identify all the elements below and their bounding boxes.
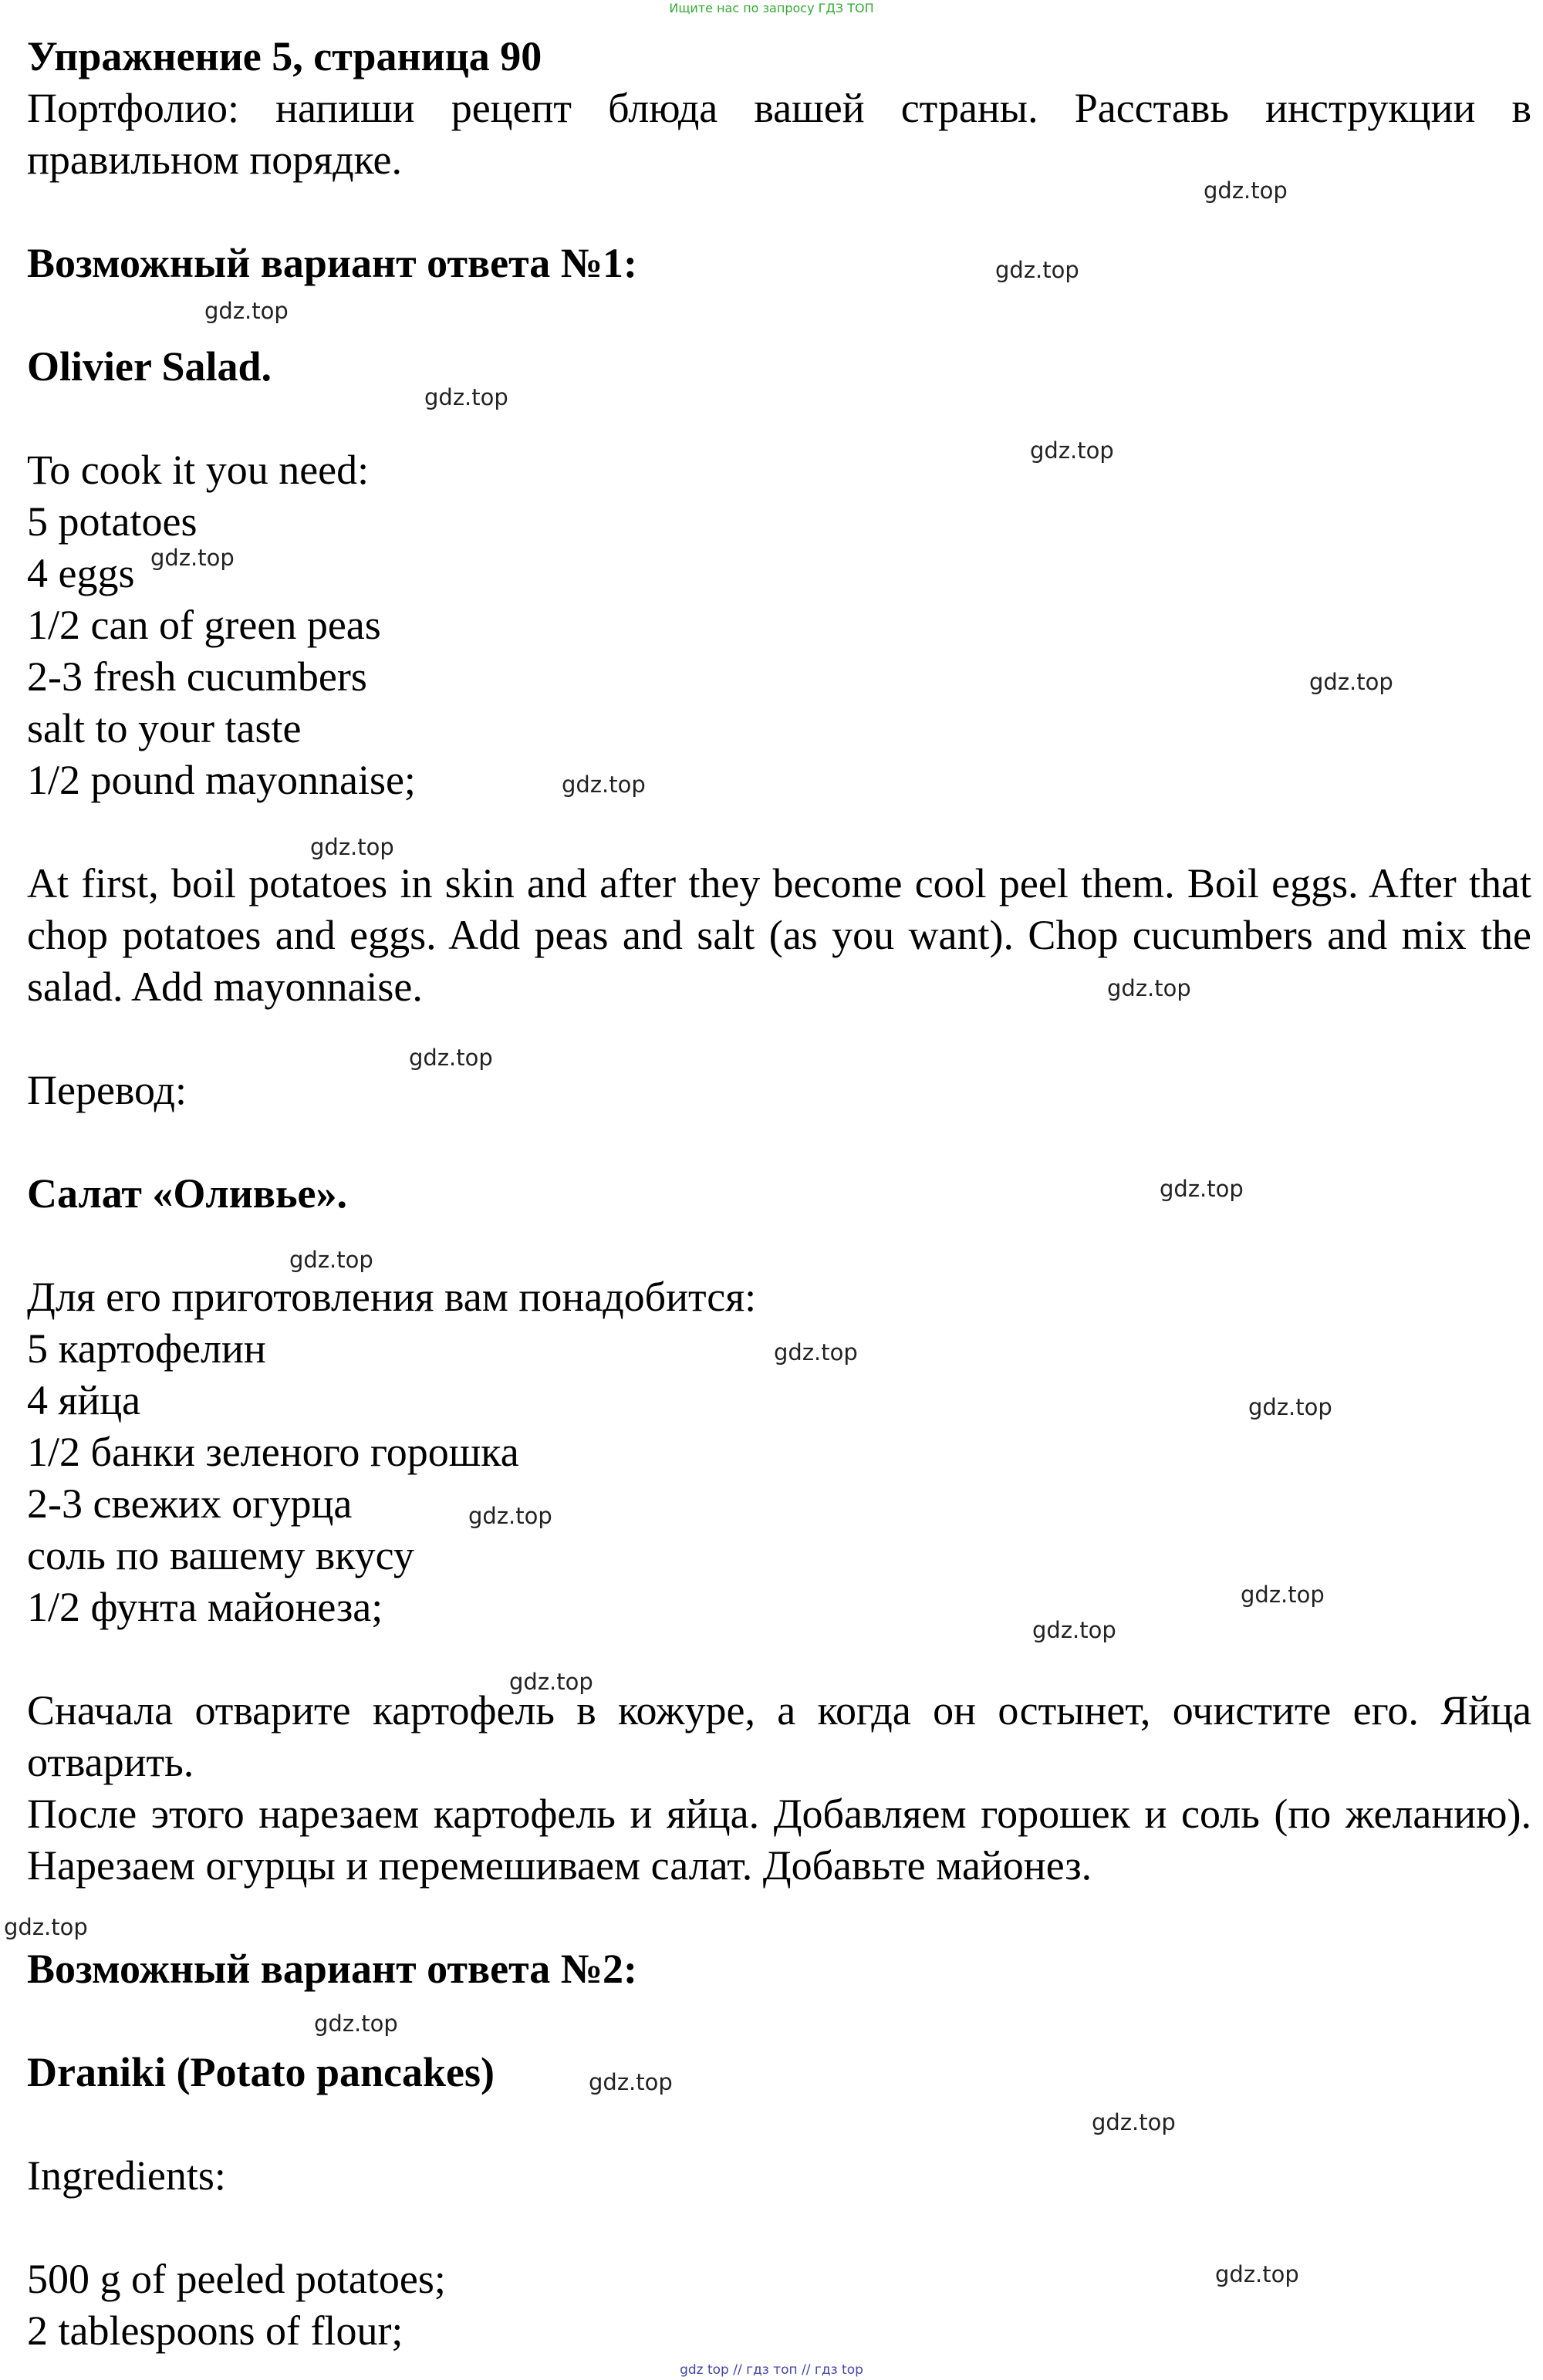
ingredient-item-ru: 5 картофелин [27, 1325, 266, 1372]
document-content [27, 31, 1531, 2357]
answer1-method: At first, boil potatoes in skin and after they become cool peel them. Boil eggs. After that chop potatoes and eggs. Add peas and salt (as you want). Chop cucumbers and mix the salad. Add mayonnaise. [27, 860, 1531, 1010]
watermark-text: gdz.top [1248, 1394, 1332, 1420]
ingredient-item-ru: 1/2 банки зеленого горошка [27, 1429, 519, 1475]
watermark-text: gdz.top [4, 1914, 88, 1940]
watermark-text: gdz.top [589, 2069, 673, 2095]
ingredient-item: salt to your taste [27, 705, 302, 751]
watermark-text: gdz.top [424, 384, 508, 410]
answer1-need-label-ru: Для его приготовления вам понадобится: [27, 1274, 757, 1320]
ingredient-item: 4 eggs [27, 550, 135, 596]
answer1-method-ru-2: После этого нарезаем картофель и яйца. Добавляем горошек и соль (по желанию). Нарезаем огурцы и перемешиваем салат. Добавьте майонез. [27, 1791, 1531, 1889]
ingredient-item: 1/2 pound mayonnaise; [27, 757, 416, 803]
answer1-method-ru-1: Сначала отварите картофель в кожуре, а когда он остынет, очистите его. Яйца отварить. [27, 1687, 1531, 1785]
spacer [27, 1892, 1531, 1943]
spacer [27, 1633, 1531, 1685]
watermark-text: gdz.top [1215, 2261, 1299, 2287]
spacer [27, 1116, 1531, 1168]
spacer [27, 1220, 1531, 1271]
spacer [27, 806, 1531, 858]
watermark-text: gdz.top [150, 545, 235, 571]
ingredient-item-ru: 2-3 свежих огурца [27, 1480, 353, 1527]
ingredient-item-ru: 4 яйца [27, 1377, 141, 1423]
spacer [27, 186, 1531, 238]
watermark-text: gdz.top [1204, 177, 1288, 204]
watermark-text: gdz.top [409, 1045, 493, 1071]
top-banner: Ищите нас по запросу ГДЗ ТОП [669, 1, 874, 15]
spacer [27, 2098, 1531, 2150]
spacer [27, 2202, 1531, 2253]
watermark-text: gdz.top [314, 2010, 398, 2037]
answer1-dish-title-ru: Салат «Оливье». [27, 1170, 347, 1217]
exercise-title: Упражнение 5, страница 90 [27, 33, 542, 79]
ingredient-item: 2 tablespoons of flour; [27, 2307, 403, 2354]
watermark-text: gdz.top [1092, 2109, 1176, 2135]
watermark-text: gdz.top [995, 257, 1079, 283]
answer2-dish-title: Draniki (Potato pancakes) [27, 2049, 495, 2095]
answer1-need-label: To cook it you need: [27, 447, 370, 493]
watermark-text: gdz.top [509, 1669, 593, 1695]
spacer [27, 393, 1531, 444]
ingredient-item: 1/2 can of green peas [27, 602, 381, 648]
ingredient-item-ru: 1/2 фунта майонеза; [27, 1584, 383, 1630]
footer-watermark: gdz top // гдз топ // гдз top [680, 2362, 863, 2378]
answer2-heading: Возможный вариант ответа №2: [27, 1946, 638, 1992]
answer1-dish-title: Olivier Salad. [27, 343, 272, 390]
answer2-ingredients-label: Ingredients: [27, 2152, 226, 2199]
watermark-text: gdz.top [1107, 975, 1191, 1001]
watermark-text: gdz.top [1241, 1582, 1325, 1608]
watermark-text: gdz.top [289, 1247, 373, 1273]
task-text: Портфолио: напиши рецепт блюда вашей страны. Расставь инструкции в правильном порядке. [27, 85, 1531, 183]
translation-label: Перевод: [27, 1067, 187, 1113]
watermark-text: gdz.top [1160, 1176, 1244, 1202]
watermark-text: gdz.top [774, 1339, 858, 1366]
answer1-heading: Возможный вариант ответа №1: [27, 240, 638, 286]
watermark-text: gdz.top [1032, 1617, 1116, 1643]
ingredient-item: 500 g of peeled potatoes; [27, 2256, 446, 2302]
watermark-text: gdz.top [204, 298, 289, 324]
ingredient-item-ru: соль по вашему вкусу [27, 1532, 414, 1578]
spacer [27, 1995, 1531, 2047]
watermark-text: gdz.top [468, 1503, 552, 1529]
watermark-text: gdz.top [310, 834, 394, 860]
watermark-text: gdz.top [1309, 669, 1393, 695]
ingredient-item: 2-3 fresh cucumbers [27, 653, 367, 700]
watermark-text: gdz.top [562, 771, 646, 798]
ingredient-item: 5 potatoes [27, 498, 198, 545]
spacer [27, 1013, 1531, 1065]
watermark-text: gdz.top [1030, 437, 1114, 464]
